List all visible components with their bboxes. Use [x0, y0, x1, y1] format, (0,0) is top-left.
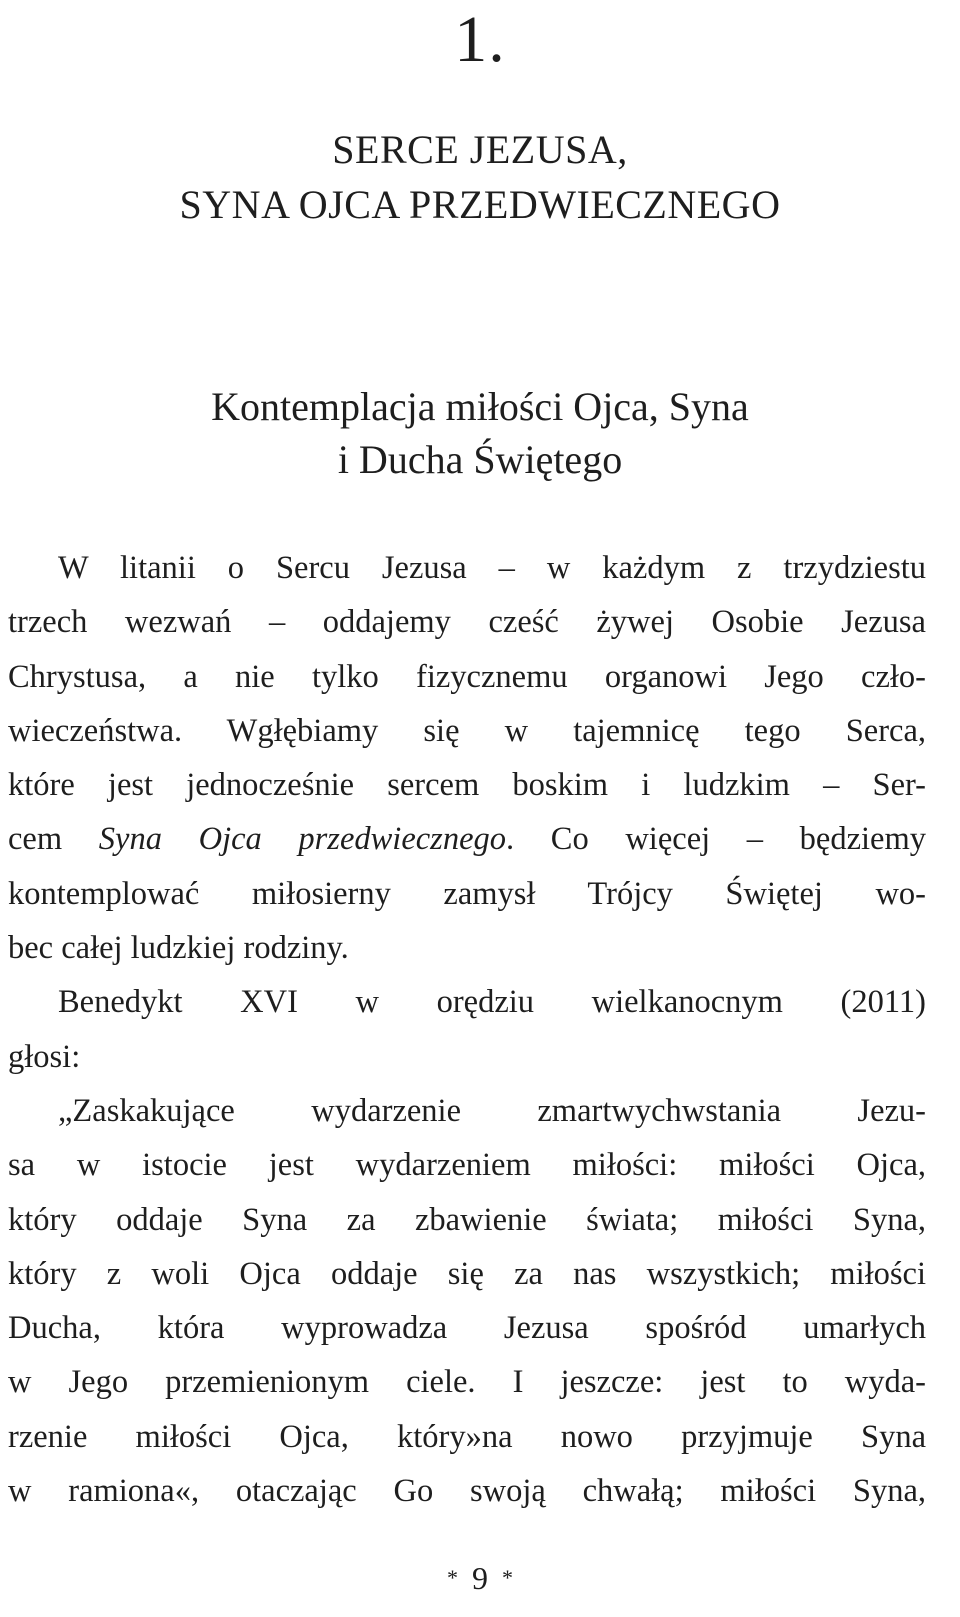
page-footer — [0, 1558, 960, 1598]
text-line: kontemplować miłosierny zamysł Trójcy Świętej wo- — [8, 875, 926, 912]
text-line: W litanii o Sercu Jezusa – w każdym z trzydziestu — [58, 550, 926, 586]
section-heading — [0, 380, 960, 486]
chapter-title-line-2: SYNA OJCA PRZEDWIECZNEGO — [179, 182, 781, 227]
body-text — [8, 541, 926, 1518]
italic-title: Syna Ojca przedwiecznego — [98, 821, 507, 858]
text-line: Benedykt XVI w orędziu wielkanocnym (2011) — [58, 984, 926, 1021]
text-line — [8, 812, 926, 866]
chapter-title-line-1: SERCE JEZUSA, — [332, 127, 628, 172]
text-line: który oddaje Syna za zbawienie świata; miłości Syna, — [8, 1201, 926, 1238]
chapter-title — [0, 122, 960, 232]
footer-ornament-left: * — [447, 1565, 458, 1590]
page-number: 9 — [472, 1560, 488, 1596]
text-line: Ducha, która wyprowadza Jezusa spośród umarłych — [8, 1310, 926, 1347]
footer-ornament-right: * — [502, 1565, 513, 1590]
text-line: w Jego przemienionym ciele. I jeszcze: jest to wyda- — [8, 1364, 926, 1401]
text-line: które jest jednocześnie sercem boskim i ludzkim – Ser- — [8, 767, 926, 804]
text-line: „Zaskakujące wydarzenie zmartwychwstania Jezu- — [58, 1092, 926, 1129]
text-line: trzech wezwań – oddajemy cześć żywej Osobie Jezusa — [8, 604, 926, 641]
section-heading-line-1: Kontemplacja miłości Ojca, Syna — [211, 384, 749, 429]
text-line: rzenie miłości Ojca, który»na nowo przyjmuje Syna — [8, 1418, 926, 1455]
text-line: sa w istocie jest wydarzeniem miłości: miłości Ojca, — [8, 1147, 926, 1184]
text-run: . Co więcej – będziemy — [506, 821, 927, 858]
text-line: głosi: — [8, 1038, 81, 1075]
text-line: wieczeństwa. Wgłębiamy się w tajemnicę tego Serca, — [8, 712, 926, 749]
text-line: w ramiona«, otaczając Go swoją chwałą; miłości Syna, — [8, 1473, 926, 1510]
text-line: bec całej ludzkiej rodziny. — [8, 930, 349, 967]
section-heading-line-2: i Ducha Świętego — [337, 437, 623, 482]
text-line: Chrystusa, a nie tylko fizycznemu organowi Jego czło- — [8, 658, 926, 695]
chapter-number: 1. — [454, 3, 506, 76]
text-run: cem — [8, 821, 99, 858]
text-line: który z woli Ojca oddaje się za nas wszystkich; miłości — [8, 1255, 926, 1292]
